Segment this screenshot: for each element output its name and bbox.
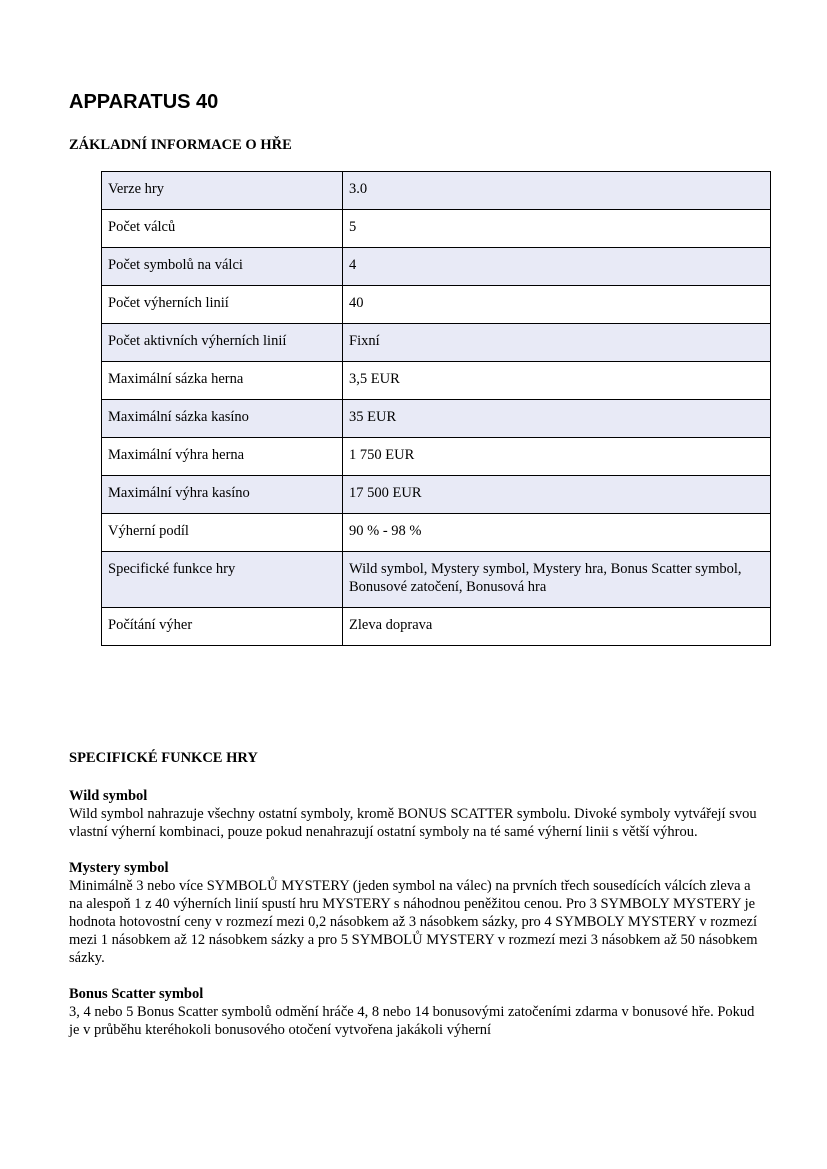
specific-features-heading: SPECIFICKÉ FUNKCE HRY [69, 750, 258, 766]
table-row [102, 286, 771, 324]
table-row [102, 514, 771, 552]
table-cell-label: Maximální sázka herna [102, 362, 343, 400]
feature-block [69, 787, 759, 841]
table-row [102, 552, 771, 608]
table-cell-value: 4 [343, 248, 771, 286]
table-cell-label: Maximální výhra herna [102, 438, 343, 476]
document-title: APPARATUS 40 [69, 91, 219, 113]
feature-title: Wild symbol [69, 788, 148, 804]
table-cell-label: Počítání výher [102, 608, 343, 646]
table-cell-value: Wild symbol, Mystery symbol, Mystery hra, Bonus Scatter symbol, Bonusové zatočení, Bonusová hra [343, 552, 771, 608]
table-cell-value: Zleva doprava [343, 608, 771, 646]
table-row [102, 324, 771, 362]
table-row [102, 608, 771, 646]
feature-text: Wild symbol nahrazuje všechny ostatní symboly, kromě BONUS SCATTER symbolu. Divoké symboly vytvářejí svou vlastní výherní kombinaci, pouze pokud nenahrazují ostatní symboly na té samé výherní linii s větší výhrou. [69, 806, 757, 840]
game-info-table-body [102, 172, 771, 646]
feature-text: 3, 4 nebo 5 Bonus Scatter symbolů odmění hráče 4, 8 nebo 14 bonusovými zatočeními zdarma v bonusové hře. Pokud je v průběhu kteréhokoli bonusového otočení vytvořena jakákoli výherní [69, 1004, 755, 1038]
table-cell-label: Počet výherních linií [102, 286, 343, 324]
table-cell-label: Počet symbolů na válci [102, 248, 343, 286]
table-cell-label: Počet aktivních výherních linií [102, 324, 343, 362]
table-row [102, 210, 771, 248]
table-cell-value: Fixní [343, 324, 771, 362]
feature-block [69, 859, 759, 967]
features-section [69, 787, 759, 1057]
table-cell-label: Verze hry [102, 172, 343, 210]
table-cell-label: Maximální sázka kasíno [102, 400, 343, 438]
table-row [102, 172, 771, 210]
game-info-table [101, 171, 771, 646]
table-row [102, 476, 771, 514]
table-cell-label: Maximální výhra kasíno [102, 476, 343, 514]
table-cell-value: 5 [343, 210, 771, 248]
table-row [102, 438, 771, 476]
table-cell-value: 40 [343, 286, 771, 324]
feature-title: Bonus Scatter symbol [69, 986, 204, 1002]
feature-title: Mystery symbol [69, 860, 169, 876]
table-row [102, 400, 771, 438]
table-cell-label: Specifické funkce hry [102, 552, 343, 608]
table-cell-value: 1 750 EUR [343, 438, 771, 476]
feature-text: Minimálně 3 nebo více SYMBOLŮ MYSTERY (jeden symbol na válec) na prvních třech sousedících válcích zleva a na alespoň 1 z 40 výherních linií spustí hru MYSTERY s náhodnou peněžitou cenou. Pro 3 SYMBOLY MYSTERY je hodnota hotovostní ceny v rozmezí mezi 0,2 násobkem až 3 násobkem sázky, pro 4 SYMBOLY MYSTERY v rozmezí mezi 1 násobkem až 12 násobkem sázky a pro 5 SYMBOLŮ MYSTERY v rozmezí mezi 3 násobkem až 50 násobkem sázky. [69, 878, 758, 966]
table-row [102, 248, 771, 286]
basic-info-heading: ZÁKLADNÍ INFORMACE O HŘE [69, 137, 292, 153]
table-cell-value: 90 % - 98 % [343, 514, 771, 552]
table-cell-value: 35 EUR [343, 400, 771, 438]
table-cell-label: Počet válců [102, 210, 343, 248]
table-cell-value: 3.0 [343, 172, 771, 210]
table-row [102, 362, 771, 400]
table-cell-value: 17 500 EUR [343, 476, 771, 514]
table-cell-value: 3,5 EUR [343, 362, 771, 400]
table-cell-label: Výherní podíl [102, 514, 343, 552]
feature-block [69, 985, 759, 1039]
